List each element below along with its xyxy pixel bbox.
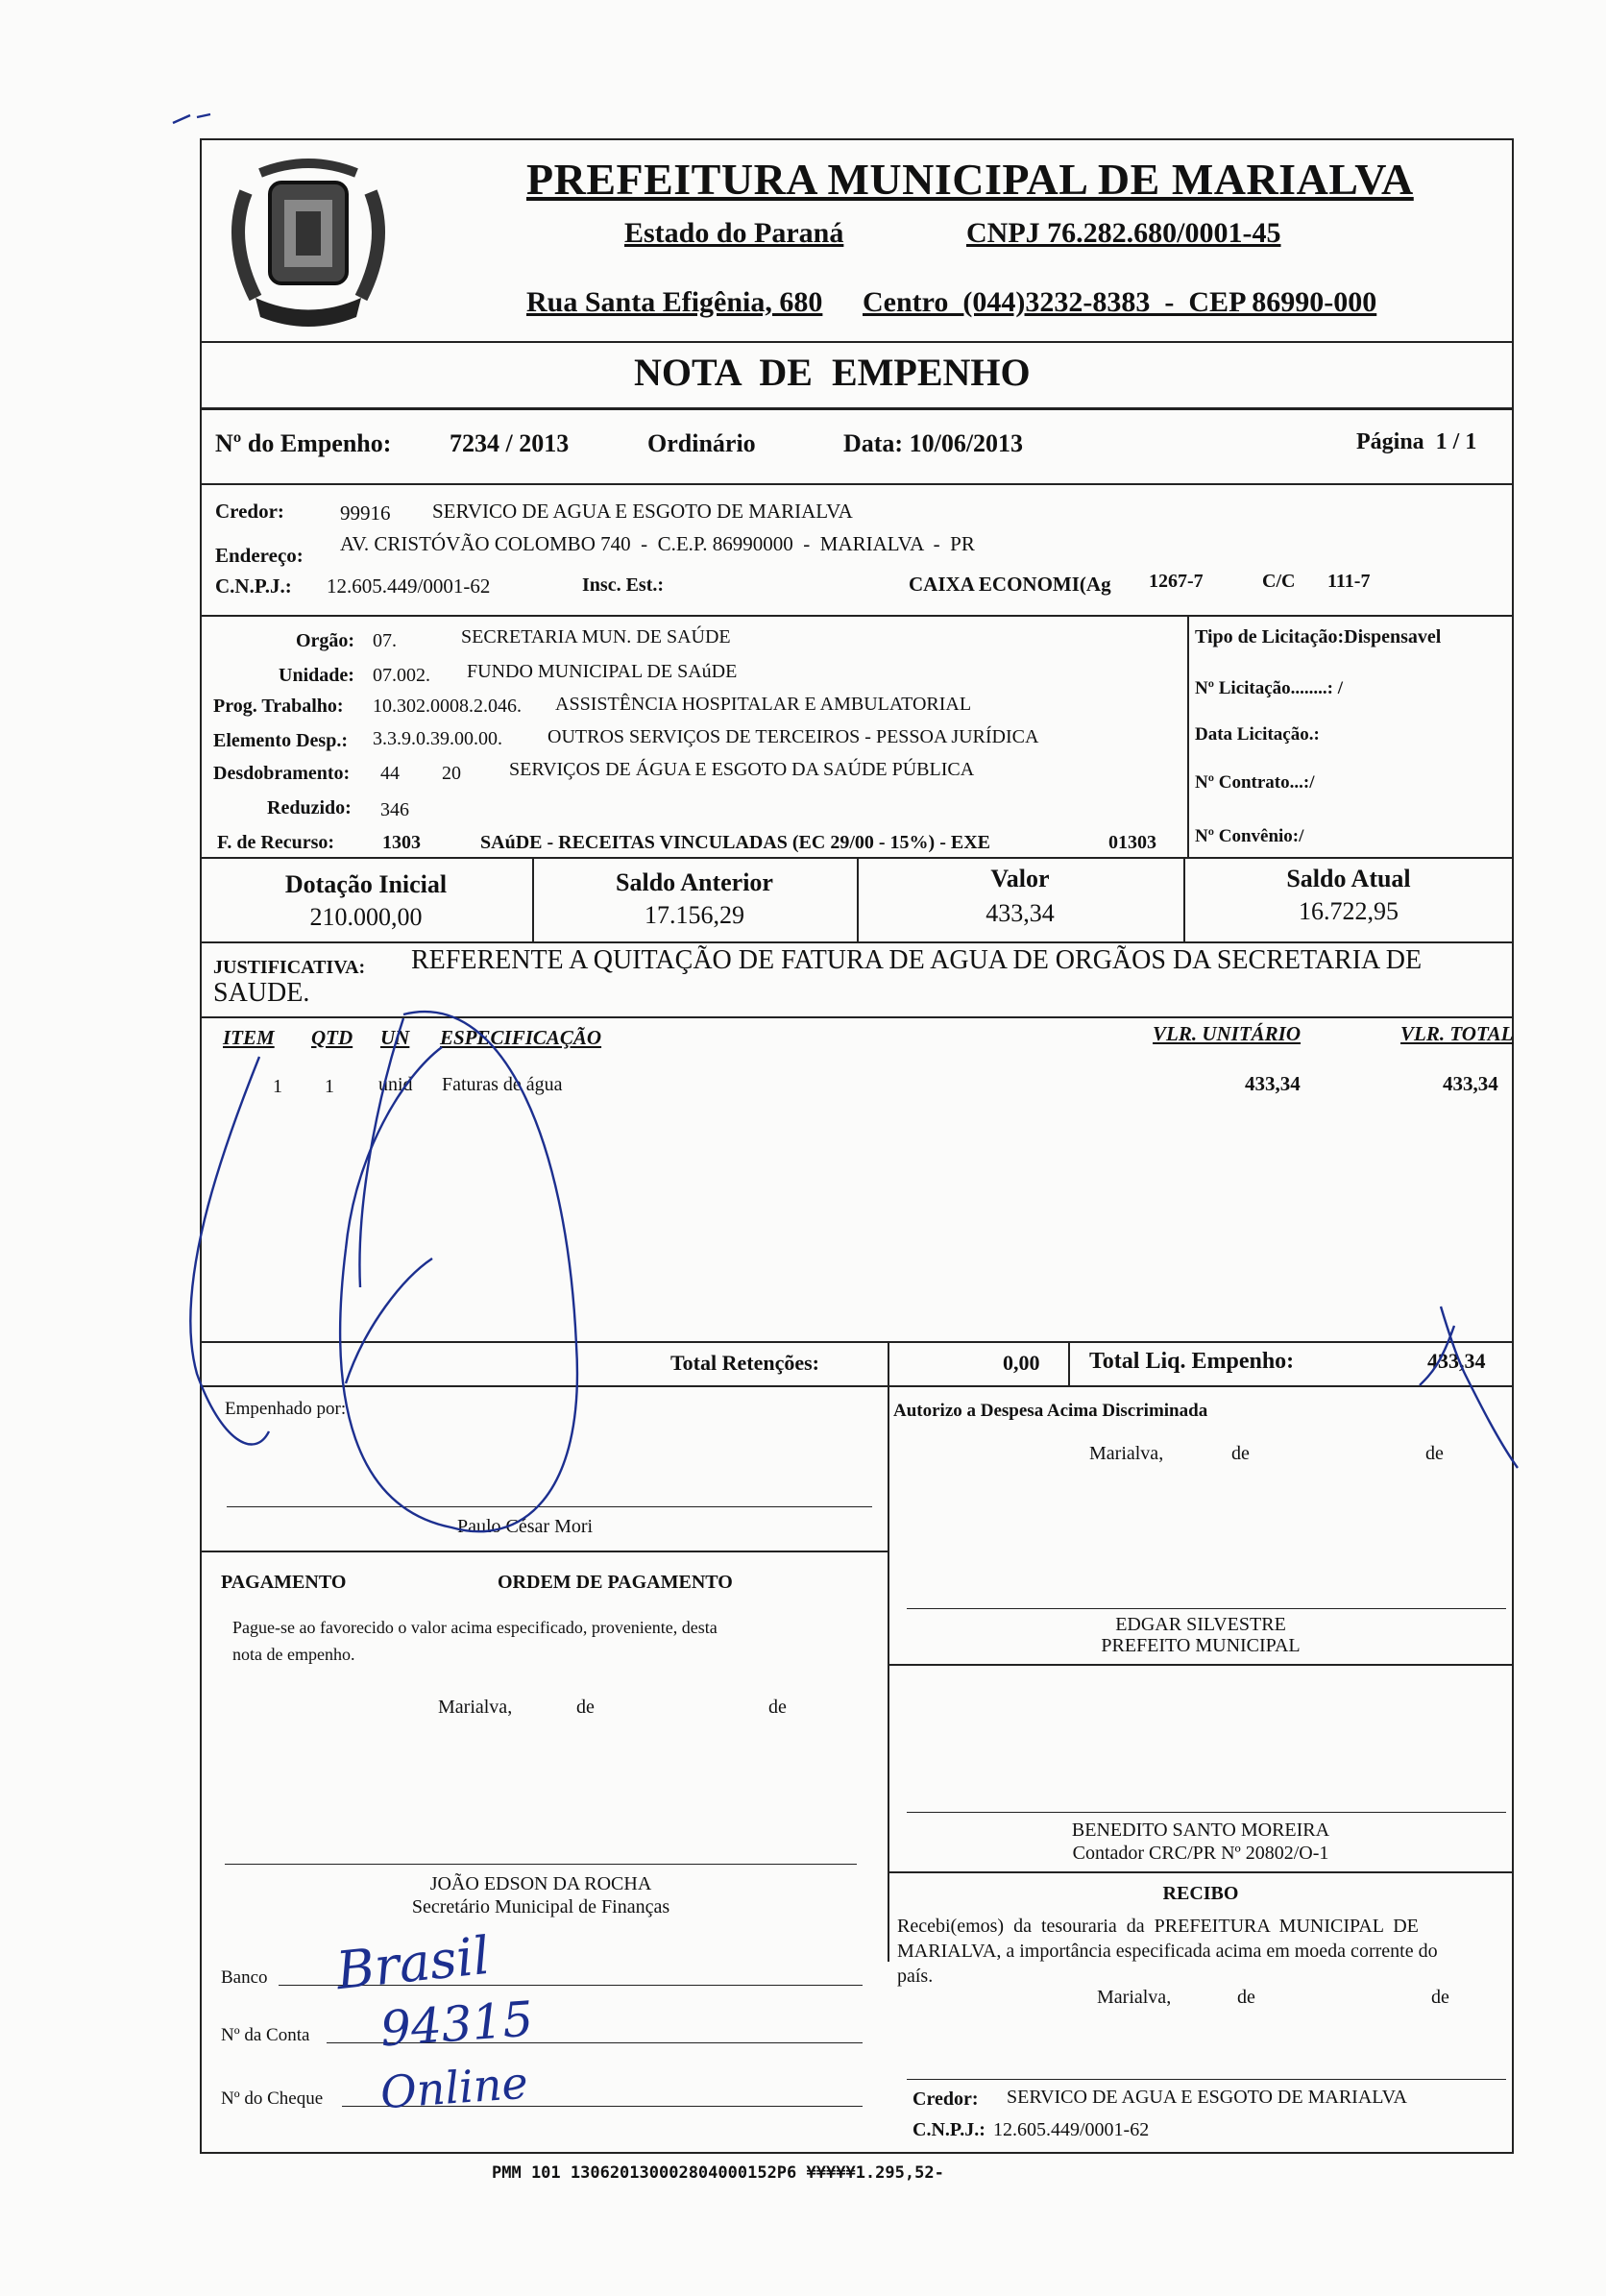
document-title: NOTA DE EMPENHO: [634, 351, 1031, 394]
conta-handwriting: 94315: [378, 1991, 535, 2058]
endereco-label: Endereço:: [215, 544, 304, 567]
unidade: FUNDO MUNICIPAL DE SAúDE: [467, 661, 738, 682]
convenio: Nº Convênio:/: [1195, 826, 1304, 846]
banco: CAIXA ECONOMI(Ag: [909, 573, 1111, 596]
autorizo-de1: de: [1231, 1443, 1250, 1464]
recurso: SAúDE - RECEITAS VINCULADAS (EC 29/00 - 15%) - EXE: [480, 832, 990, 853]
recibo-cnpj: 12.605.449/0001-62: [993, 2119, 1150, 2140]
col-un: UN: [380, 1026, 410, 1049]
desdobramento-label: Desdobramento:: [213, 763, 351, 784]
coat-of-arms: [217, 154, 400, 336]
cnpj: 12.605.449/0001-62: [327, 574, 491, 598]
recurso-code: 1303: [382, 832, 421, 853]
col-item: ITEM: [223, 1026, 275, 1049]
reduzido-label: Reduzido:: [267, 797, 352, 818]
recurso-code2: 01303: [1108, 832, 1156, 853]
licitacao-data: Data Licitação.:: [1195, 724, 1320, 745]
insc-label: Insc. Est.:: [582, 574, 665, 596]
recibo-title: RECIBO: [1162, 1883, 1239, 1904]
total-liq-label: Total Liq. Empenho:: [1089, 1349, 1295, 1374]
cc-number: 111-7: [1327, 571, 1371, 592]
valor-label: Valor: [990, 865, 1050, 892]
justificativa-label: JUSTIFICATIVA:: [213, 957, 366, 978]
pagamento-de2: de: [768, 1697, 787, 1718]
col-especificacao: ESPECIFICAÇÃO: [440, 1026, 602, 1049]
credor-label: Credor:: [215, 500, 284, 523]
agencia: 1267-7: [1149, 571, 1204, 592]
empenho-date: Data: 10/06/2013: [843, 429, 1024, 457]
contrato: Nº Contrato...:/: [1195, 772, 1315, 793]
cheque-label: Nº do Cheque: [221, 2088, 324, 2109]
secretario-nome: JOÃO EDSON DA ROCHA: [429, 1873, 652, 1894]
pagamento-texto2: nota de empenho.: [232, 1645, 355, 1664]
saldo-atual-label: Saldo Atual: [1286, 865, 1411, 892]
row-qtd: 1: [325, 1076, 334, 1097]
secretario-cargo: Secretário Municipal de Finanças: [411, 1896, 670, 1917]
pagamento-label: PAGAMENTO: [221, 1572, 347, 1593]
desdobramento-code1: 44: [380, 763, 400, 784]
orgao-label: Orgão:: [296, 630, 355, 651]
row-vlr-unitario: 433,34: [1245, 1072, 1301, 1095]
cnpj-label: C.N.P.J.:: [215, 574, 292, 598]
pagamento-texto1: Pague-se ao favorecido o valor acima especificado, proveniente, desta: [232, 1618, 718, 1637]
endereco: AV. CRISTÓVÃO COLOMBO 740 - C.E.P. 86990000 - MARIALVA - PR: [340, 532, 975, 555]
credor-code: 99916: [340, 501, 391, 525]
desdobramento: SERVIÇOS DE ÁGUA E ESGOTO DA SAÚDE PÚBLICA: [509, 759, 975, 780]
cc-label: C/C: [1262, 571, 1296, 592]
header-address: Rua Santa Efigênia, 680: [526, 286, 823, 318]
col-qtd: QTD: [311, 1026, 353, 1049]
unidade-label: Unidade:: [279, 665, 354, 686]
dotacao-inicial-value: 210.000,00: [309, 903, 423, 931]
prog: ASSISTÊNCIA HOSPITALAR E AMBULATORIAL: [555, 694, 972, 715]
orgao-code: 07.: [373, 630, 397, 651]
total-liq-value: 433,34: [1427, 1349, 1486, 1373]
autorizo-de2: de: [1425, 1443, 1444, 1464]
page-number: Página 1 / 1: [1356, 429, 1477, 454]
pagamento-de1: de: [576, 1697, 595, 1718]
prog-code: 10.302.0008.2.046.: [373, 696, 522, 717]
header-address-rest: Centro (044)3232-8383 - CEP 86990-000: [863, 286, 1377, 318]
saldo-atual-value: 16.722,95: [1299, 897, 1399, 925]
unidade-code: 07.002.: [373, 665, 430, 686]
credor-name: SERVICO DE AGUA E ESGOTO DE MARIALVA: [432, 500, 853, 523]
header-cnpj: CNPJ 76.282.680/0001-45: [966, 217, 1281, 249]
row-especificacao: Faturas de água: [442, 1074, 563, 1095]
empenhado-label: Empenhado por:: [225, 1399, 347, 1419]
saldo-anterior-value: 17.156,29: [645, 901, 744, 929]
total-retencoes-label: Total Retenções:: [670, 1351, 819, 1375]
recibo-credor: SERVICO DE AGUA E ESGOTO DE MARIALVA: [1007, 2087, 1407, 2108]
header-title: PREFEITURA MUNICIPAL DE MARIALVA: [526, 155, 1414, 204]
row-un: unid: [378, 1074, 413, 1095]
contador-cargo: Contador CRC/PR Nº 20802/O-1: [1072, 1843, 1329, 1864]
prefeito-nome: EDGAR SILVESTRE: [1115, 1614, 1286, 1635]
header-state: Estado do Paraná: [624, 217, 844, 249]
empenhado-nome: Paulo César Mori: [457, 1516, 594, 1537]
licitacao-tipo: Tipo de Licitação:Dispensavel: [1195, 626, 1442, 647]
conta-label: Nº da Conta: [221, 2025, 310, 2045]
row-vlr-total: 433,34: [1443, 1072, 1498, 1095]
col-vlr-unitario: VLR. UNITÁRIO: [1153, 1022, 1302, 1045]
elemento-code: 3.3.9.0.39.00.00.: [373, 728, 502, 749]
row-item: 1: [273, 1076, 282, 1097]
autorizo: Autorizo a Despesa Acima Discriminada: [893, 1401, 1208, 1421]
recibo-local: Marialva,: [1097, 1987, 1172, 2008]
elemento: OUTROS SERVIÇOS DE TERCEIROS - PESSOA JURÍDICA: [548, 726, 1039, 747]
empenho-number-label: Nº do Empenho:: [215, 429, 392, 457]
recibo-cnpj-label: C.N.P.J.:: [912, 2119, 986, 2140]
justificativa-text2: SAUDE.: [213, 978, 310, 1008]
orgao: SECRETARIA MUN. DE SAÚDE: [461, 626, 731, 647]
justificativa-text1: REFERENTE A QUITAÇÃO DE FATURA DE AGUA DE ORGÃOS DA SECRETARIA DE: [411, 945, 1423, 975]
pagamento-local: Marialva,: [438, 1697, 513, 1718]
prog-label: Prog. Trabalho:: [213, 696, 344, 717]
reduzido: 346: [380, 799, 409, 820]
col-vlr-total: VLR. TOTAL: [1400, 1022, 1514, 1045]
dotacao-inicial-label: Dotação Inicial: [284, 870, 448, 898]
autorizo-local: Marialva,: [1089, 1443, 1164, 1464]
banco-handwriting: Brasil: [333, 1924, 493, 2002]
licitacao-numero: Nº Licitação........: /: [1195, 678, 1344, 698]
recibo-de2: de: [1431, 1987, 1449, 2008]
recibo-texto3: país.: [897, 1966, 934, 1987]
footer-code: PMM 101 130620130002804000152P6 ¥¥¥¥¥1.295,52-: [492, 2163, 944, 2183]
cheque-handwriting: Online: [378, 2056, 530, 2119]
elemento-label: Elemento Desp.:: [213, 730, 348, 751]
total-retencoes-value: 0,00: [1003, 1351, 1040, 1375]
prefeito-cargo: PREFEITO MUNICIPAL: [1101, 1635, 1301, 1656]
banco-label: Banco: [221, 1967, 268, 1988]
recibo-texto2: MARIALVA, a importância especificada acima em moeda corrente do: [897, 1941, 1438, 1962]
recibo-texto1: Recebi(emos) da tesouraria da PREFEITURA MUNICIPAL DE: [897, 1916, 1419, 1937]
desdobramento-code2: 20: [442, 763, 461, 784]
contador-nome: BENEDITO SANTO MOREIRA: [1071, 1820, 1330, 1841]
ordem-pagamento: ORDEM DE PAGAMENTO: [498, 1572, 733, 1593]
empenho-number: 7234 / 2013: [450, 429, 570, 457]
valor-value: 433,34: [986, 899, 1055, 927]
recurso-label: F. de Recurso:: [217, 832, 335, 853]
recibo-credor-label: Credor:: [912, 2088, 979, 2110]
saldo-anterior-label: Saldo Anterior: [616, 868, 773, 896]
empenho-type: Ordinário: [647, 429, 756, 457]
recibo-de1: de: [1237, 1987, 1255, 2008]
